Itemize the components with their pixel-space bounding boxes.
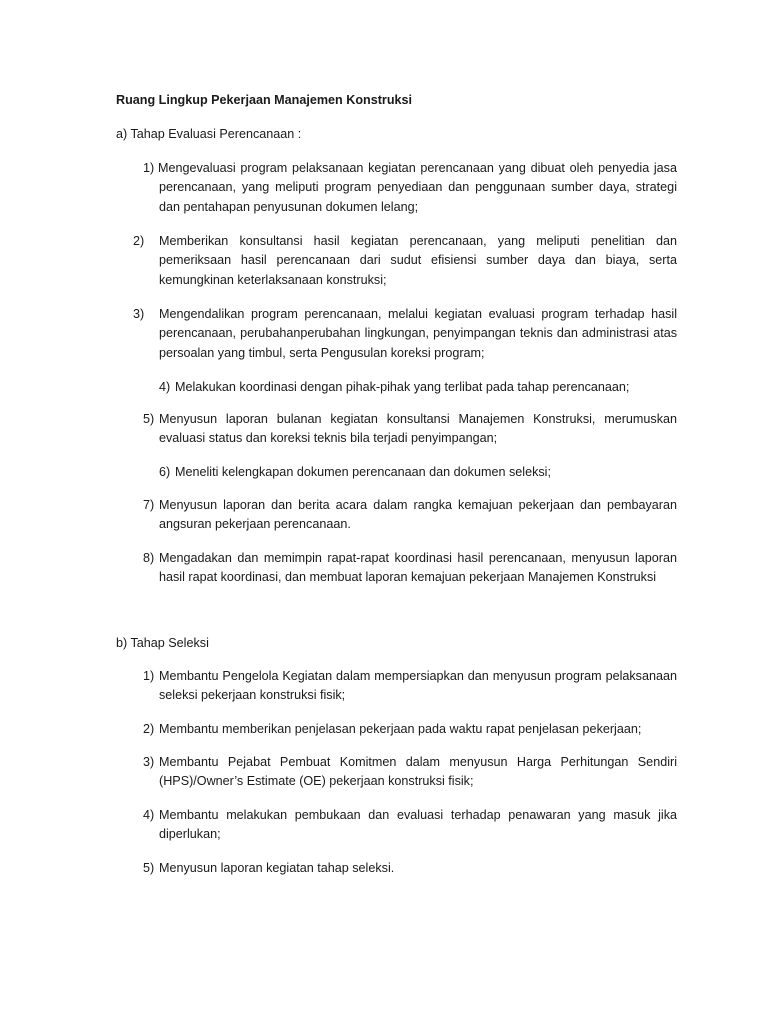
- list-item: [143, 859, 677, 878]
- item-number: 8): [143, 551, 155, 565]
- list-item: [143, 549, 677, 588]
- list-item: [143, 806, 677, 845]
- item-number: 5): [143, 412, 155, 426]
- item-number: 1): [143, 669, 155, 683]
- list-item: [143, 159, 677, 217]
- item-text: Mengendalikan program perencanaan, melalui kegiatan evaluasi program terhadap hasil perencanaan, perubahanperubahan lingkungan, penyimpangan teknis dan administrasi atas persoalan yang timbul, serta Pengusulan koreksi program;: [159, 307, 677, 360]
- item-text: Memberikan konsultansi hasil kegiatan perencanaan, yang meliputi penelitian dan pemeriksaan hasil perencanaan dari sudut efisiensi sumber daya dan biaya, serta kemungkinan keterlaksanaan konstruksi;: [159, 234, 677, 287]
- item-text: Membantu Pejabat Pembuat Komitmen dalam menyusun Harga Perhitungan Sendiri (HPS)/Owner’s Estimate (OE) pekerjaan konstruksi fisik;: [159, 755, 677, 789]
- item-text: Menyusun laporan dan berita acara dalam rangka kemajuan pekerjaan dan pembayaran angsuran pekerjaan perencanaan.: [159, 498, 677, 532]
- item-number: 3): [143, 755, 155, 769]
- item-number: 5): [143, 861, 155, 875]
- item-text: Mengadakan dan memimpin rapat-rapat koordinasi hasil perencanaan, menyusun laporan hasil rapat koordinasi, dan membuat laporan kemajuan pekerjaan Manajemen Konstruksi: [159, 551, 677, 585]
- item-text: Menyusun laporan bulanan kegiatan konsultansi Manajemen Konstruksi, merumuskan evaluasi status dan koreksi teknis bila terjadi penyimpangan;: [159, 412, 677, 446]
- item-text: Membantu Pengelola Kegiatan dalam mempersiapkan dan menyusun program pelaksanaan seleksi pekerjaan konstruksi fisik;: [159, 669, 677, 703]
- list-item: [143, 753, 677, 792]
- section-a-heading: a) Tahap Evaluasi Perencanaan :: [116, 127, 302, 141]
- item-number: 6): [159, 465, 171, 479]
- item-number: 7): [143, 498, 155, 512]
- item-number: 1): [143, 161, 155, 175]
- item-number: 2): [133, 234, 145, 248]
- item-text: Membantu melakukan pembukaan dan evaluasi terhadap penawaran yang masuk jika diperlukan;: [159, 808, 677, 842]
- item-number: 4): [159, 380, 171, 394]
- item-number: 3): [133, 307, 145, 321]
- item-number: 4): [143, 808, 155, 822]
- item-text: Melakukan koordinasi dengan pihak-pihak yang terlibat pada tahap perencanaan;: [175, 380, 630, 394]
- list-item: [143, 496, 677, 535]
- item-text: Meneliti kelengkapan dokumen perencanaan dan dokumen seleksi;: [175, 465, 551, 479]
- list-item: [133, 232, 677, 290]
- item-text: Mengevaluasi program pelaksanaan kegiatan perencanaan yang dibuat oleh penyedia jasa perencanaan, yang meliputi program penyediaan dan penggunaan sumber daya, strategi dan pentahapan penyusunan dokumen lelang;: [158, 161, 677, 214]
- list-item: [159, 463, 677, 482]
- item-text: Menyusun laporan kegiatan tahap seleksi.: [159, 861, 395, 875]
- list-item: [143, 720, 677, 739]
- item-number: 2): [143, 722, 155, 736]
- list-item: [143, 410, 677, 449]
- section-b-heading: b) Tahap Seleksi: [116, 636, 209, 650]
- list-item: [159, 378, 677, 397]
- list-item: [133, 305, 677, 363]
- list-item: [143, 667, 677, 706]
- item-text: Membantu memberikan penjelasan pekerjaan pada waktu rapat penjelasan pekerjaan;: [159, 722, 642, 736]
- document-title: Ruang Lingkup Pekerjaan Manajemen Konstruksi: [116, 93, 413, 107]
